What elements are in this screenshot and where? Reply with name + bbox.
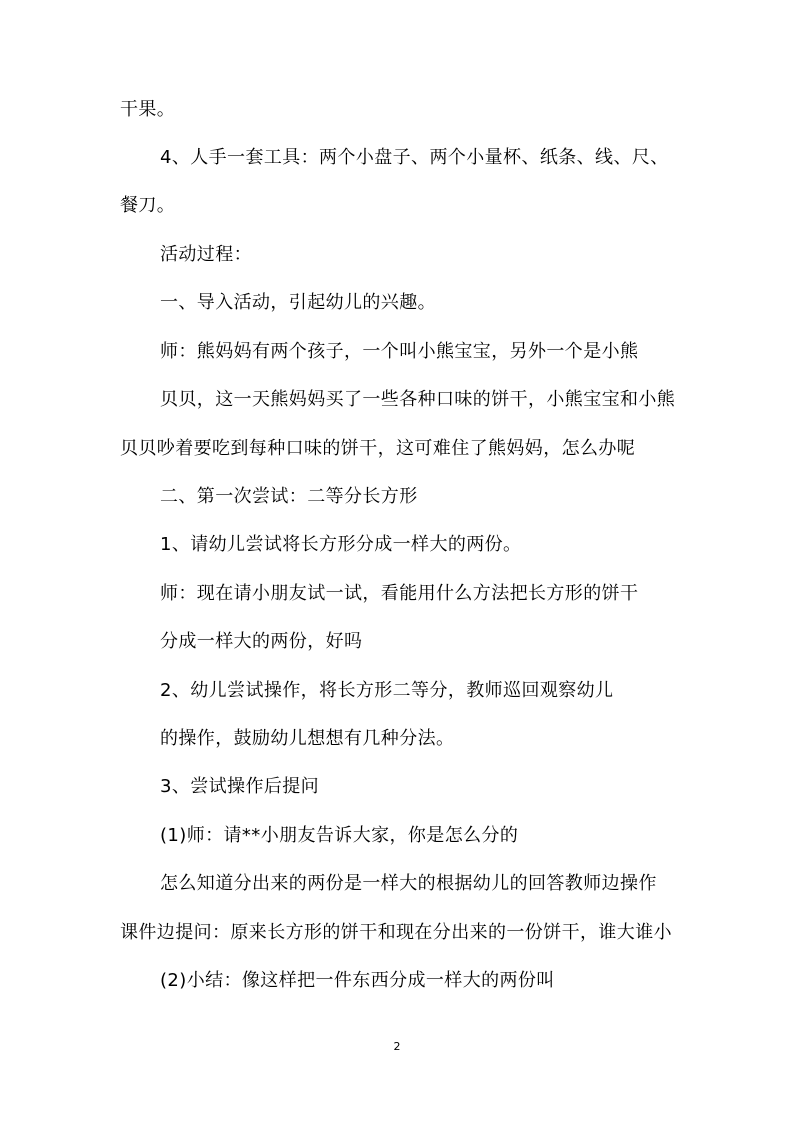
- text-line: 干果。: [120, 99, 176, 120]
- text-line: 怎么知道分出来的两份是一样大的根据幼儿的回答教师边操作: [160, 873, 657, 894]
- text-line: 师：现在请小朋友试一试，看能用什么方法把长方形的饼干: [160, 583, 639, 604]
- text-line: 二、第一次尝试：二等分长方形: [160, 486, 418, 507]
- text-line: 4、人手一套工具：两个小盘子、两个小量杯、纸条、线、尺、: [160, 147, 669, 168]
- text-line: (2)小结：像这样把一件东西分成一样大的两份叫: [160, 970, 555, 991]
- text-line: 一、导入活动，引起幼儿的兴趣。: [160, 292, 436, 313]
- text-line: 1、请幼儿尝试将长方形分成一样大的两份。: [160, 534, 522, 555]
- text-line: 餐刀。: [120, 195, 176, 216]
- text-line: 的操作，鼓励幼儿想想有几种分法。: [160, 728, 455, 749]
- text-line: 2、幼儿尝试操作，将长方形二等分，教师巡回观察幼儿: [160, 680, 614, 701]
- page-number: 2: [393, 1040, 401, 1053]
- text-line: 活动过程：: [160, 244, 252, 265]
- text-line: 分成一样大的两份，好吗: [160, 631, 363, 652]
- text-line: 课件边提问：原来长方形的饼干和现在分出来的一份饼干，谁大谁小: [120, 922, 672, 943]
- text-line: 3、尝试操作后提问: [160, 776, 320, 797]
- text-line: 贝贝，这一天熊妈妈买了一些各种口味的饼干，小熊宝宝和小熊: [160, 389, 676, 410]
- text-line: (1)师：请**小朋友告诉大家，你是怎么分的: [160, 825, 519, 846]
- text-line: 师：熊妈妈有两个孩子，一个叫小熊宝宝，另外一个是小熊: [160, 341, 639, 362]
- text-line: 贝贝吵着要吃到每种口味的饼干，这可难住了熊妈妈，怎么办呢: [120, 438, 636, 459]
